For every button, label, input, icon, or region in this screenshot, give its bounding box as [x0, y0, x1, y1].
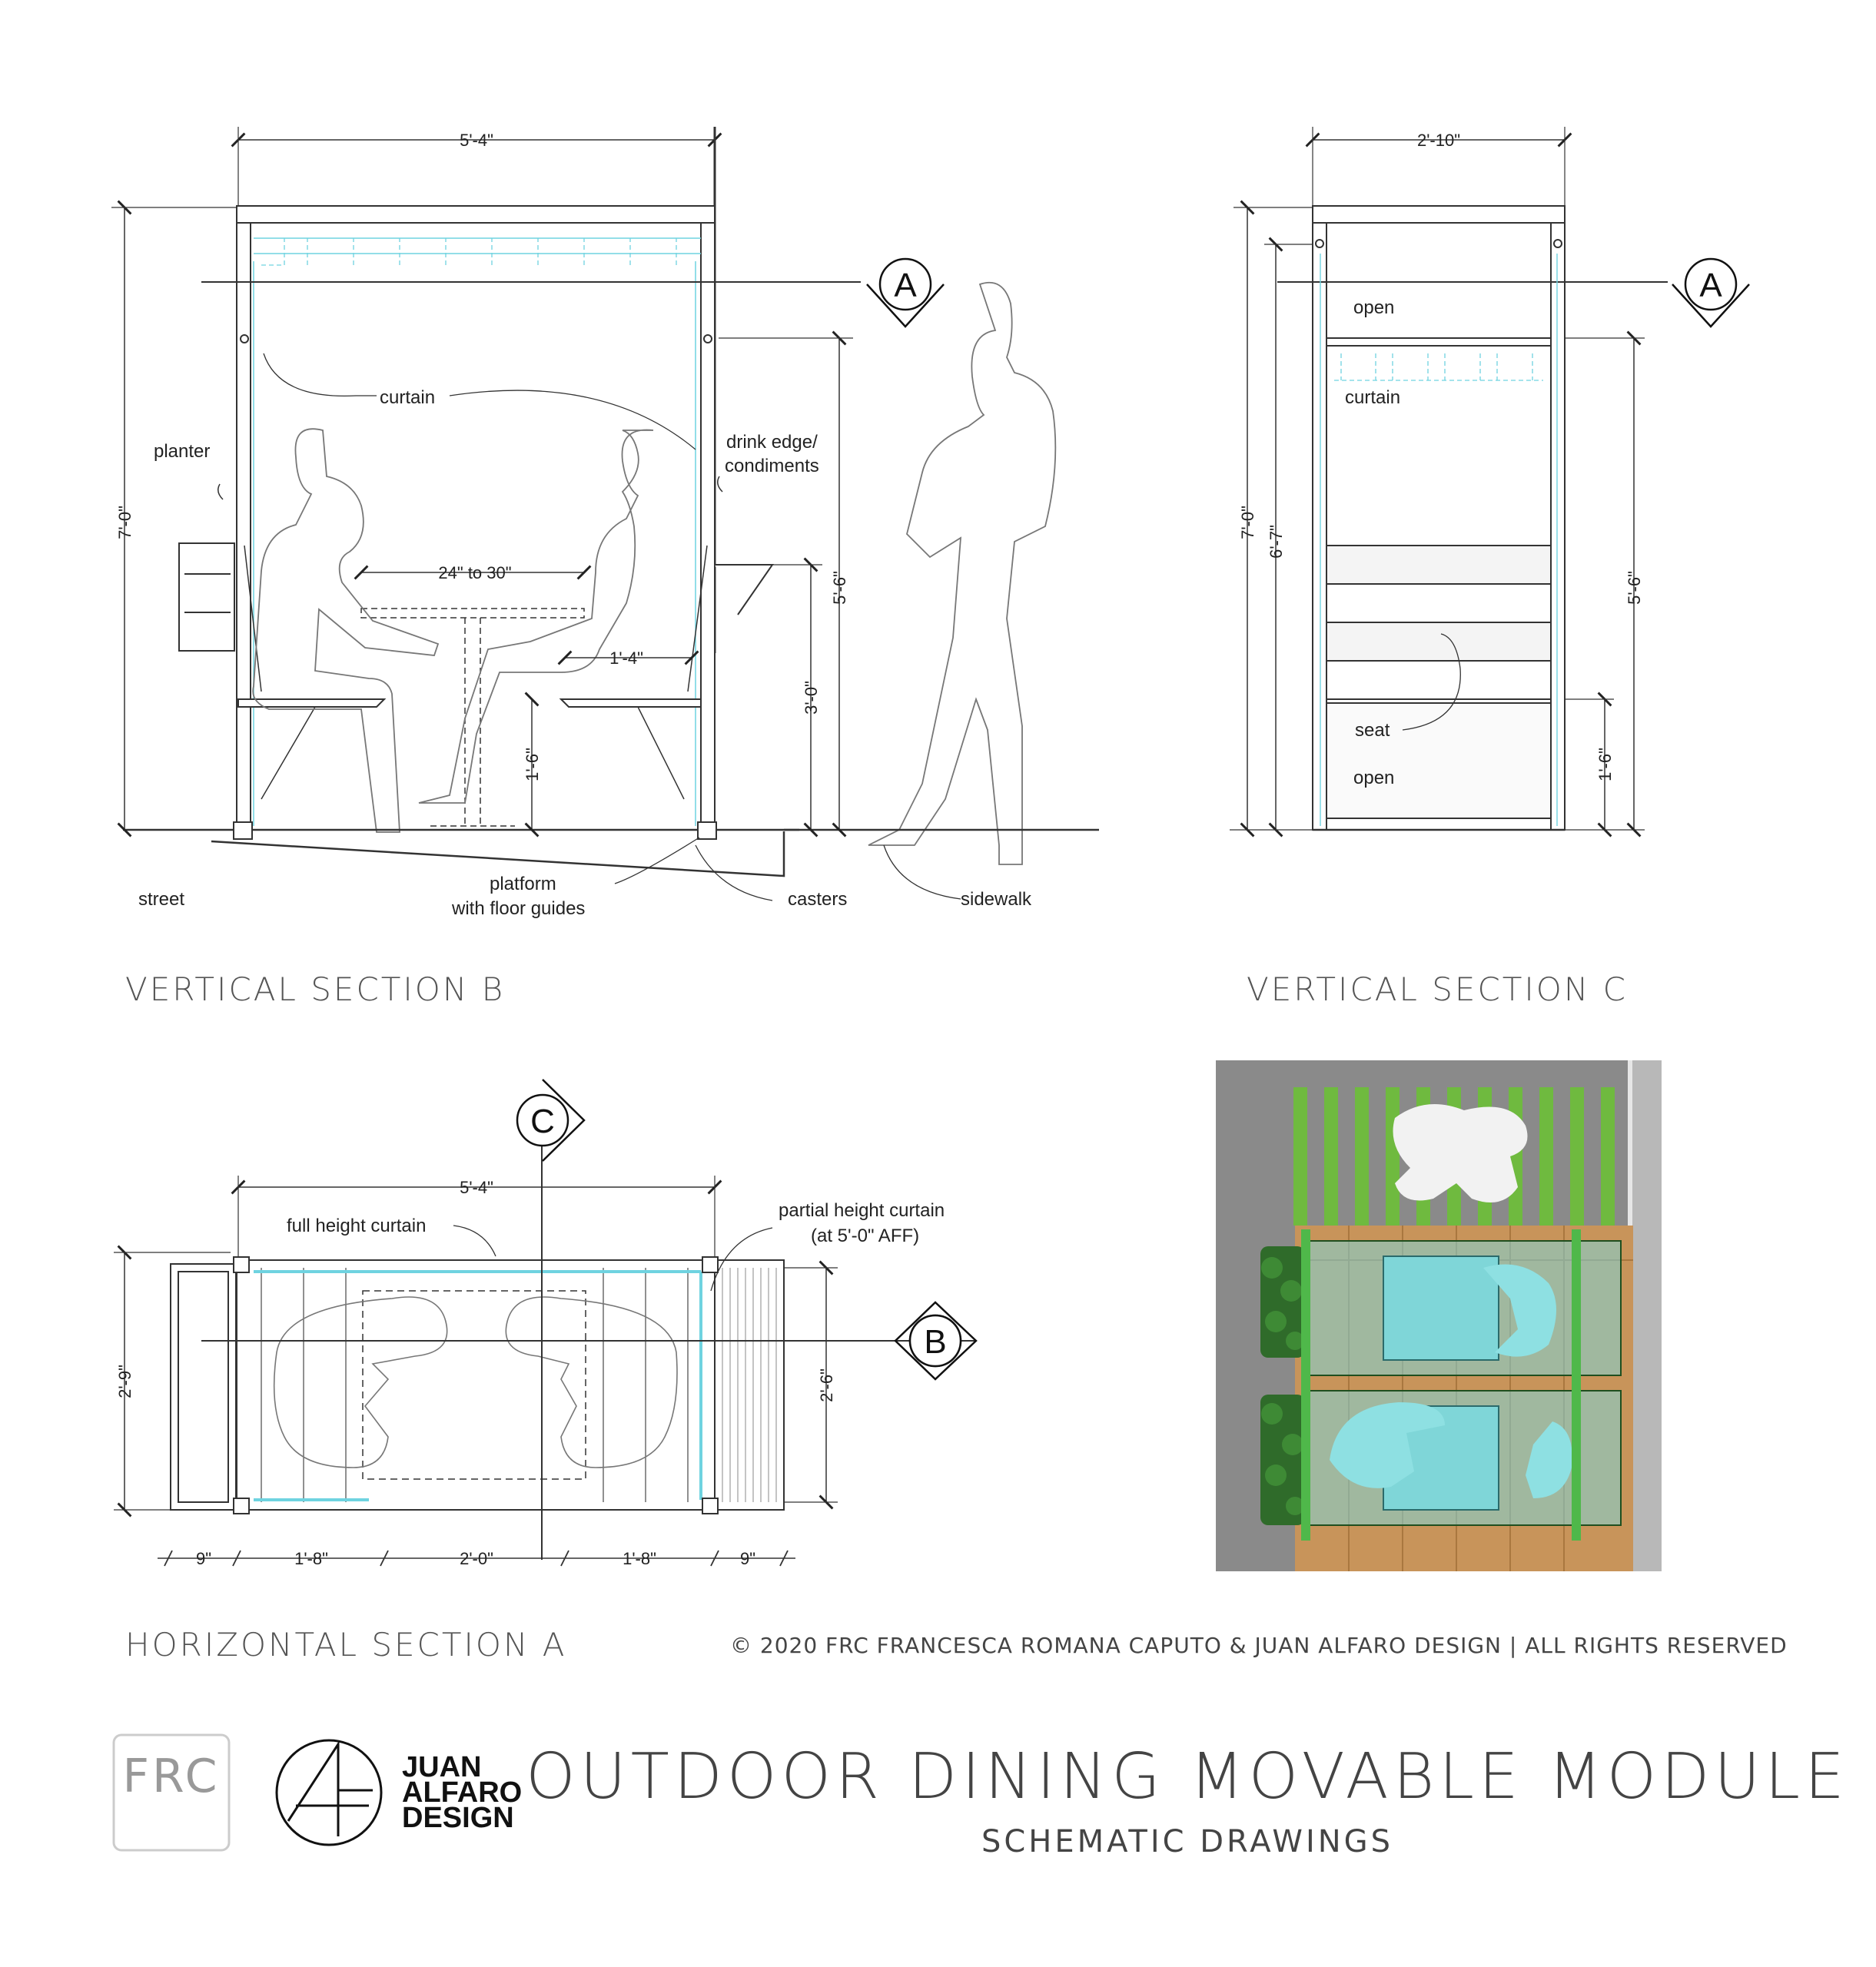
- svg-text:FRC: FRC: [122, 1750, 221, 1803]
- svg-text:ALFARO: ALFARO: [402, 1776, 523, 1809]
- partial-curtain-aff: (at 5'-0" AFF): [811, 1226, 920, 1246]
- frc-logo: [114, 1735, 229, 1850]
- dim-c-seat: 1'-6": [1595, 748, 1615, 781]
- sidewalk-label: sidewalk: [961, 889, 1032, 910]
- dim-c-width: 2'-10": [1416, 131, 1461, 150]
- dim-a-depth: 2'-9": [115, 1365, 134, 1398]
- open-top-label: open: [1353, 297, 1395, 318]
- dim-height: 7'-0": [115, 506, 134, 539]
- horizontal-section-a: [114, 1106, 976, 1566]
- marker-a-label: A: [894, 267, 917, 304]
- marker-c-label: C: [530, 1103, 555, 1140]
- dim-table: 24" to 30": [438, 563, 512, 582]
- open-bottom-label: open: [1353, 768, 1395, 788]
- condiments-label: condiments: [725, 456, 819, 476]
- marker-b-label: B: [924, 1323, 947, 1361]
- svg-text:DESIGN: DESIGN: [402, 1802, 514, 1834]
- dim-a-d4: 1'-8": [623, 1549, 656, 1568]
- dim-seat-height: 1'-6": [523, 748, 542, 781]
- dim-a-d2: 1'-8": [294, 1549, 328, 1568]
- sheet-title: OUTDOOR DINING MOVABLE MODULE: [526, 1740, 1849, 1813]
- section-c-title: VERTICAL SECTION C: [1247, 970, 1628, 1008]
- sheet-subtitle: SCHEMATIC DRAWINGS: [981, 1824, 1394, 1859]
- platform-label: platform: [490, 874, 556, 894]
- dim-c-inner-height: 6'-7": [1267, 525, 1286, 559]
- dim-width: 5'-4": [460, 131, 493, 150]
- full-curtain-label: full height curtain: [287, 1216, 427, 1236]
- copyright-notice: © 2020 FRC FRANCESCA ROMANA CAPUTO & JUAN ALFARO DESIGN | ALL RIGHTS RESERVED: [730, 1633, 1788, 1658]
- curtain-label: curtain: [380, 387, 436, 408]
- dim-a-width: 5'-4": [460, 1178, 493, 1197]
- curtain-c-label: curtain: [1345, 387, 1401, 408]
- dim-c-height: 7'-0": [1238, 506, 1257, 539]
- vertical-section-c: [1230, 127, 1668, 830]
- dim-c-curtain: 5'-6": [1625, 571, 1644, 605]
- jad-logo: [277, 1740, 522, 1845]
- dim-seat-depth: 1'-4": [609, 648, 643, 668]
- section-b-title: VERTICAL SECTION B: [125, 970, 506, 1008]
- partial-curtain-label: partial height curtain: [779, 1200, 945, 1221]
- section-marker-c: [517, 1080, 584, 1161]
- vertical-section-b: [111, 127, 1099, 901]
- marker-a-c-label: A: [1699, 267, 1722, 304]
- planter-label: planter: [154, 441, 211, 462]
- dim-a-inner-depth: 2'-6": [817, 1368, 836, 1402]
- drink-edge-label: drink edge/: [726, 432, 818, 453]
- seat-label: seat: [1355, 720, 1390, 741]
- floor-guides-label: with floor guides: [452, 898, 586, 919]
- casters-label: casters: [788, 889, 848, 910]
- svg-text:JUAN: JUAN: [402, 1751, 482, 1783]
- rendered-plan-view: [1216, 1060, 1662, 1571]
- dim-a-d5: 9": [739, 1549, 756, 1568]
- section-a-title: HORIZONTAL SECTION A: [125, 1626, 567, 1663]
- dim-a-d3: 2'-0": [460, 1549, 493, 1568]
- dim-standing: 5'-6": [830, 571, 849, 605]
- section-marker-a-b: [867, 259, 944, 327]
- section-marker-a-c: [1672, 259, 1749, 327]
- dim-counter: 3'-0": [802, 681, 821, 715]
- street-label: street: [138, 889, 185, 910]
- dim-a-d1: 9": [195, 1549, 212, 1568]
